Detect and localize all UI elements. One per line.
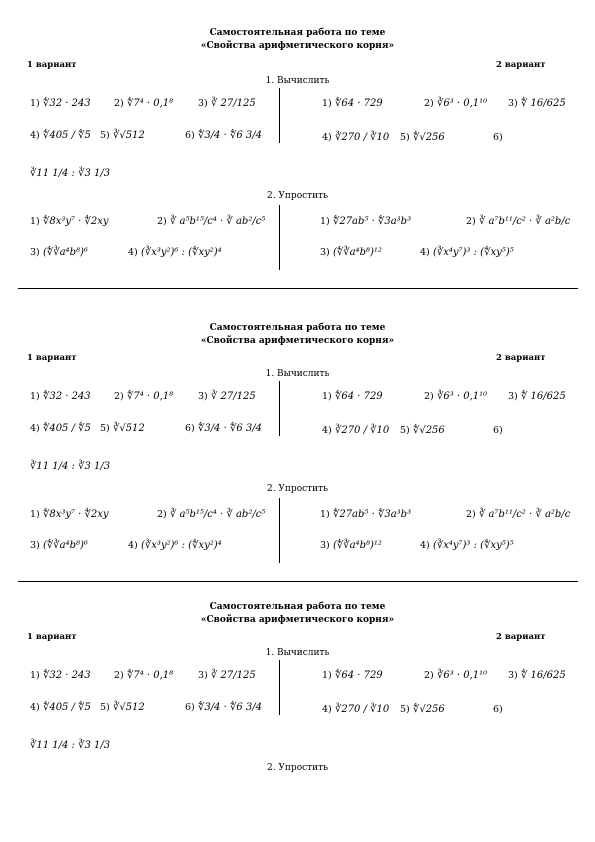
v1-simp-2: 2) ∛ a⁵b¹⁵/c⁴ · ∛ ab²/c⁵ — [157, 216, 266, 227]
v1-simp-4: 4) (∛x³y²)⁶ : (∜xy²)⁴ — [128, 540, 222, 551]
v1-calc-2: 2) ∜7⁴ · 0,1⁸ — [114, 391, 174, 402]
divider — [279, 88, 280, 143]
v2-calc-6: 6) — [493, 132, 503, 143]
v1-simp-2: 2) ∛ a⁵b¹⁵/c⁴ · ∛ ab²/c⁵ — [157, 509, 266, 520]
v1-simp-1: 1) ∜8x³y⁷ · ∜2xy — [30, 216, 109, 227]
divider — [279, 381, 280, 436]
v2-calc-2: 2) ∛6³ · 0,1¹⁰ — [424, 670, 488, 681]
title-line2: «Свойства арифметического корня» — [200, 41, 395, 51]
section2-heading: 2. Упростить — [266, 484, 329, 494]
cut-line — [18, 288, 578, 289]
v1-calc-7: ∛11 1/4 : ∛3 1/3 — [30, 461, 111, 472]
variant2-label: 2 вариант — [496, 632, 546, 642]
v2-calc-3: 3) ∜ 16/625 — [508, 670, 566, 681]
v1-calc-6: 6) ∜3/4 · ∜6 3/4 — [185, 130, 262, 141]
v1-calc-3: 3) ∛ 27/125 — [198, 670, 256, 681]
v1-calc-2: 2) ∜7⁴ · 0,1⁸ — [114, 98, 174, 109]
v1-calc-3: 3) ∛ 27/125 — [198, 391, 256, 402]
variant1-label: 1 вариант — [27, 60, 77, 70]
v1-calc-1: 1) ∜32 · 243 — [30, 98, 91, 109]
divider — [279, 660, 280, 715]
v1-calc-1: 1) ∜32 · 243 — [30, 391, 91, 402]
section2-heading: 2. Упростить — [266, 191, 329, 201]
v2-calc-5: 5) ∜√256 — [400, 704, 445, 715]
title-line1: Самостоятельная работа по теме — [209, 602, 386, 612]
v2-calc-1: 1) ∜64 · 729 — [322, 670, 383, 681]
variant1-label: 1 вариант — [27, 353, 77, 363]
v1-calc-6: 6) ∜3/4 · ∜6 3/4 — [185, 702, 262, 713]
v1-calc-6: 6) ∜3/4 · ∜6 3/4 — [185, 423, 262, 434]
v2-simp-2: 2) ∛ a⁷b¹¹/c² · ∛ a²b/c — [466, 216, 571, 227]
v2-calc-2: 2) ∛6³ · 0,1¹⁰ — [424, 391, 488, 402]
v2-calc-6: 6) — [493, 704, 503, 715]
cut-line — [18, 581, 578, 582]
section1-heading: 1. Вычислить — [265, 369, 330, 379]
v2-calc-4: 4) ∛270 / ∛10 — [322, 425, 390, 436]
v1-simp-4: 4) (∛x³y²)⁶ : (∜xy²)⁴ — [128, 247, 222, 258]
section1-heading: 1. Вычислить — [265, 76, 330, 86]
title-line2: «Свойства арифметического корня» — [200, 336, 395, 346]
variant1-label: 1 вариант — [27, 632, 77, 642]
v2-calc-4: 4) ∛270 / ∛10 — [322, 132, 390, 143]
v2-calc-3: 3) ∜ 16/625 — [508, 391, 566, 402]
v1-calc-2: 2) ∜7⁴ · 0,1⁸ — [114, 670, 174, 681]
v1-calc-4: 4) ∜405 / ∜5 — [30, 130, 91, 141]
v2-simp-4: 4) (∛x⁴y⁷)³ : (∜xy⁵)⁵ — [420, 540, 514, 551]
v1-simp-1: 1) ∜8x³y⁷ · ∜2xy — [30, 509, 109, 520]
variant2-label: 2 вариант — [496, 60, 546, 70]
v2-calc-4: 4) ∛270 / ∛10 — [322, 704, 390, 715]
v1-calc-4: 4) ∜405 / ∜5 — [30, 423, 91, 434]
v2-calc-1: 1) ∜64 · 729 — [322, 98, 383, 109]
title-line1: Самостоятельная работа по теме — [209, 323, 386, 333]
variant2-label: 2 вариант — [496, 353, 546, 363]
v1-calc-7: ∛11 1/4 : ∛3 1/3 — [30, 168, 111, 179]
v1-calc-5: 5) ∛√512 — [100, 702, 145, 713]
v1-simp-3: 3) (∜∛a⁴b⁸)⁶ — [30, 247, 88, 258]
section1-heading: 1. Вычислить — [265, 648, 330, 658]
v2-calc-1: 1) ∜64 · 729 — [322, 391, 383, 402]
v2-simp-3: 3) (∜∛a⁴b⁸)¹² — [320, 247, 382, 258]
v1-calc-5: 5) ∛√512 — [100, 130, 145, 141]
v1-calc-3: 3) ∛ 27/125 — [198, 98, 256, 109]
v2-calc-5: 5) ∜√256 — [400, 132, 445, 143]
v1-calc-1: 1) ∜32 · 243 — [30, 670, 91, 681]
v1-calc-4: 4) ∜405 / ∜5 — [30, 702, 91, 713]
v1-simp-3: 3) (∜∛a⁴b⁸)⁶ — [30, 540, 88, 551]
divider — [279, 498, 280, 563]
title-line1: Самостоятельная работа по теме — [209, 28, 386, 38]
v2-simp-3: 3) (∜∛a⁴b⁸)¹² — [320, 540, 382, 551]
v2-calc-5: 5) ∜√256 — [400, 425, 445, 436]
v1-calc-5: 5) ∛√512 — [100, 423, 145, 434]
v2-simp-2: 2) ∛ a⁷b¹¹/c² · ∛ a²b/c — [466, 509, 571, 520]
title-line2: «Свойства арифметического корня» — [200, 615, 395, 625]
divider — [279, 205, 280, 270]
v2-simp-1: 1) ∜27ab⁵ · ∜3a³b³ — [320, 509, 412, 520]
v2-simp-1: 1) ∜27ab⁵ · ∜3a³b³ — [320, 216, 412, 227]
v1-calc-7: ∛11 1/4 : ∛3 1/3 — [30, 740, 111, 751]
v2-calc-2: 2) ∛6³ · 0,1¹⁰ — [424, 98, 488, 109]
v2-simp-4: 4) (∛x⁴y⁷)³ : (∜xy⁵)⁵ — [420, 247, 514, 258]
v2-calc-6: 6) — [493, 425, 503, 436]
section2-heading: 2. Упростить — [266, 763, 329, 773]
v2-calc-3: 3) ∜ 16/625 — [508, 98, 566, 109]
